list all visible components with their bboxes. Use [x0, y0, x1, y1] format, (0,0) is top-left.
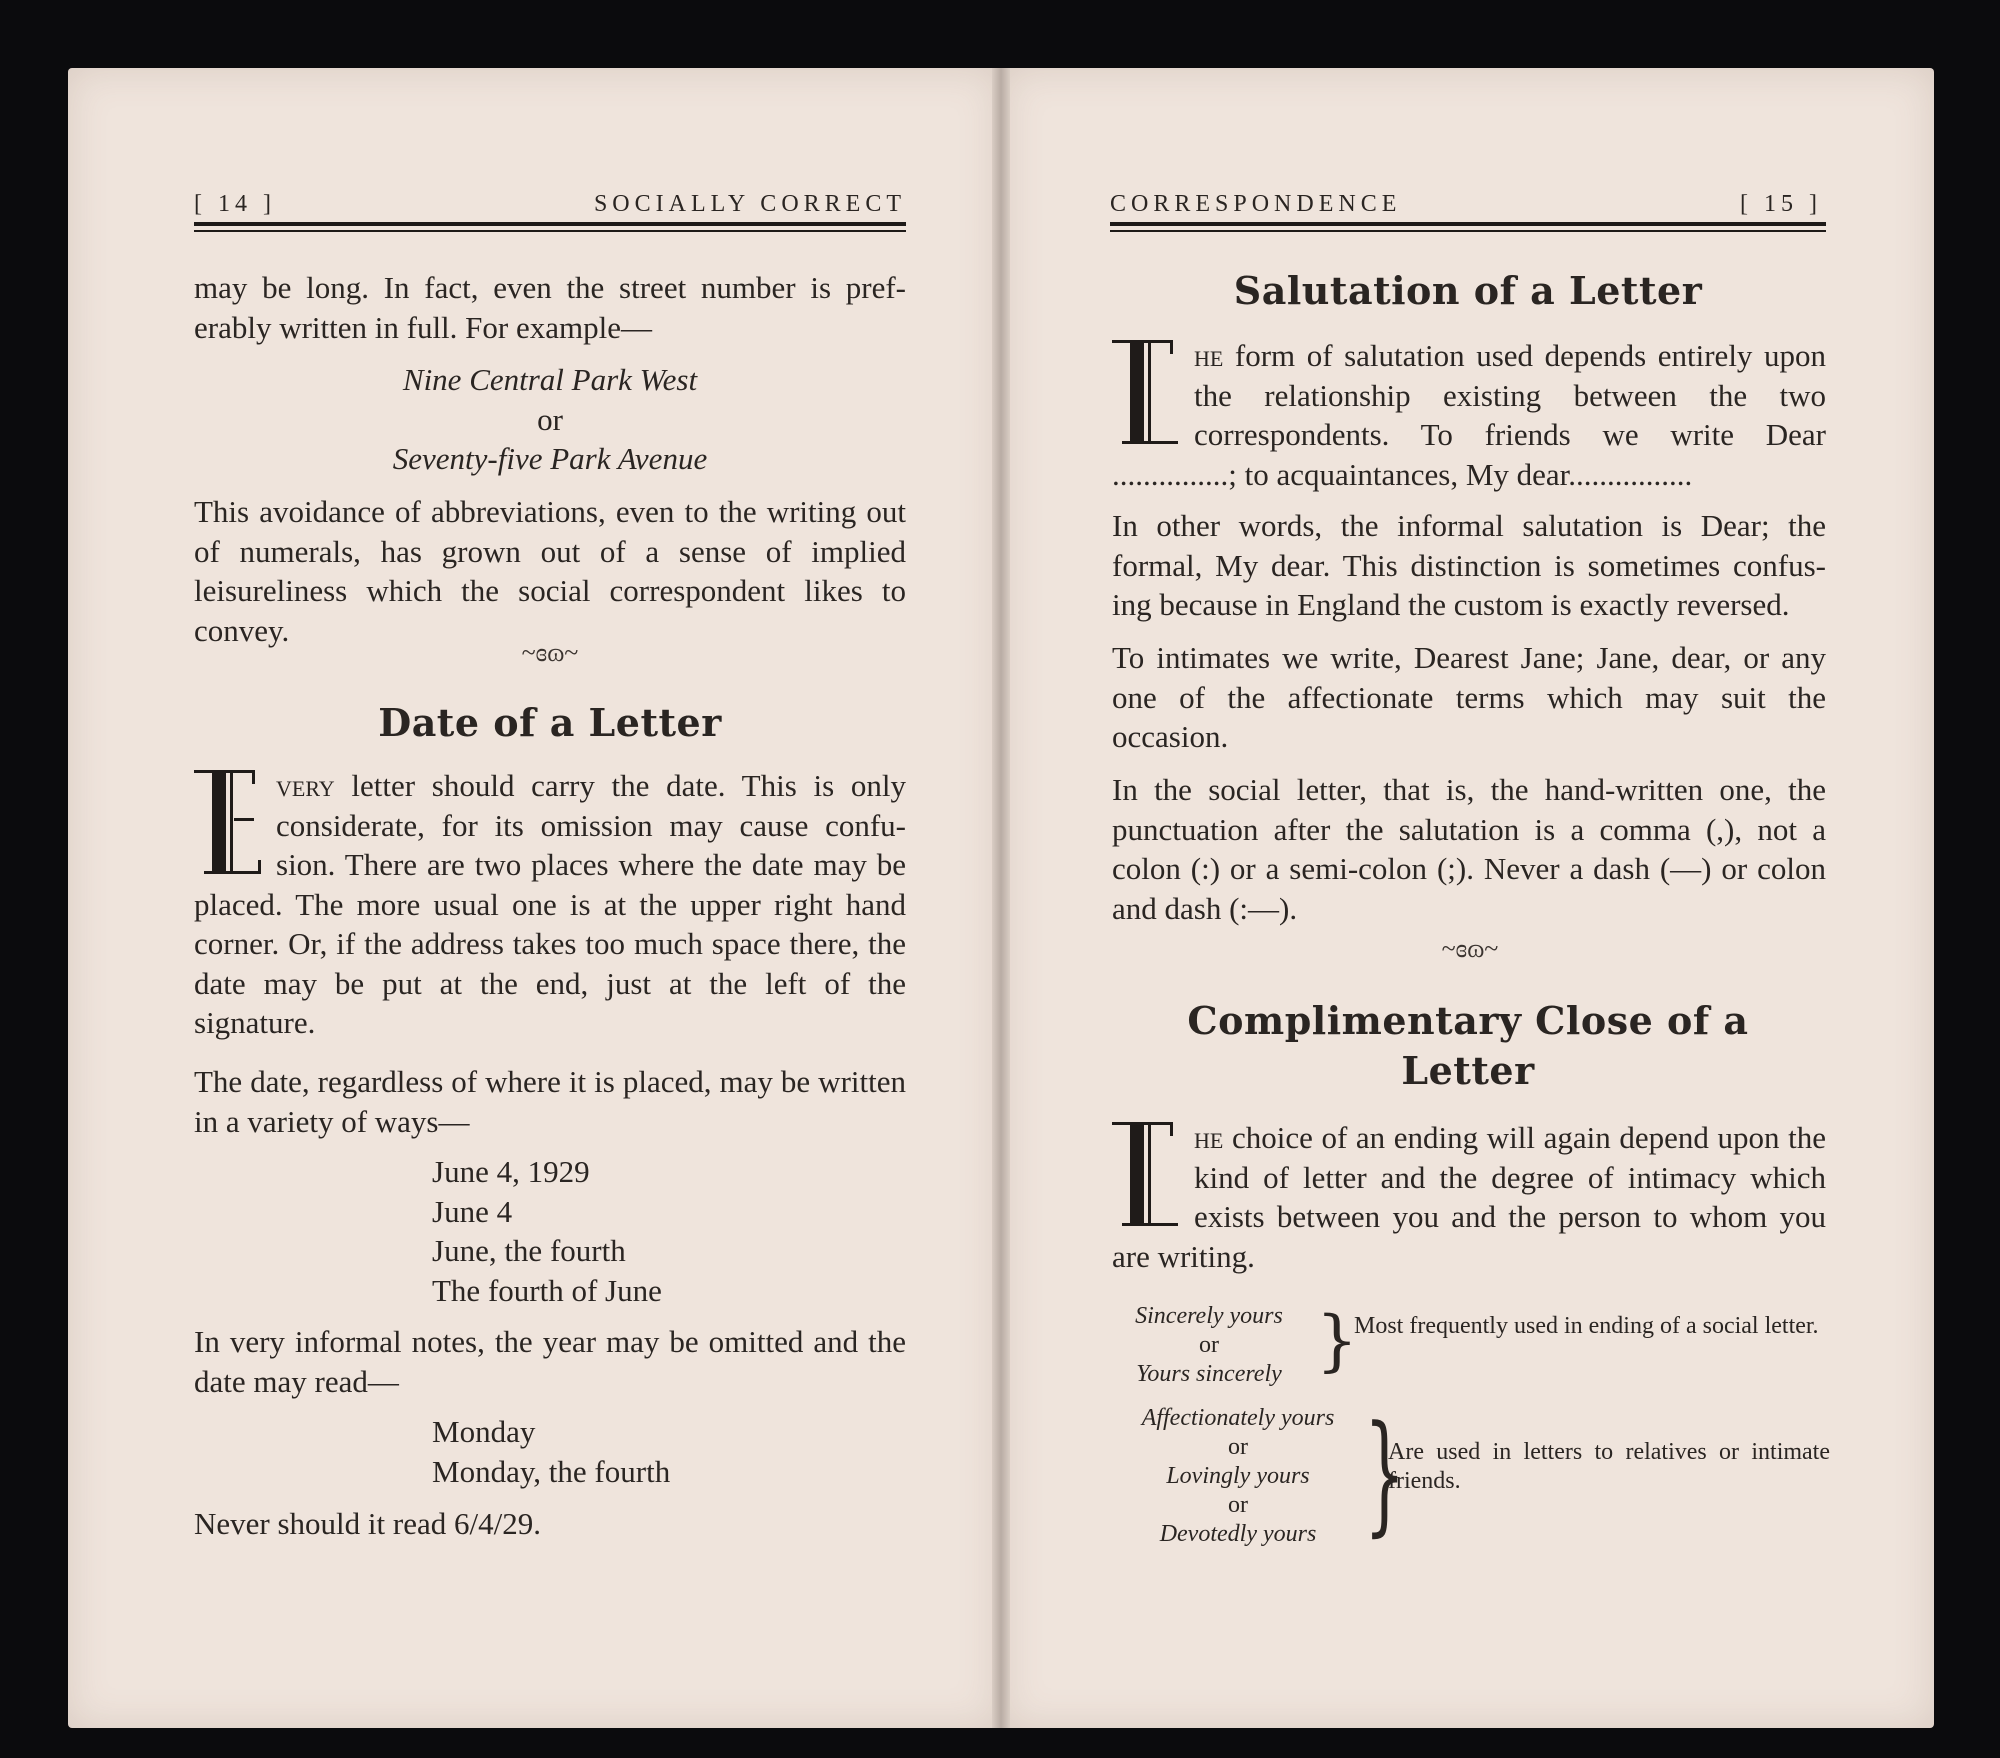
right-running-title: CORRESPONDENCE	[1110, 191, 1402, 217]
right-page-number: [ 15 ]	[1740, 191, 1822, 217]
informal-example: Monday	[432, 1414, 536, 1449]
informal-example: Monday, the fourth	[432, 1453, 671, 1489]
left-head-rule-thin	[194, 230, 906, 232]
closing-terms-2	[1116, 1404, 1360, 1549]
informal-paragraph: In very informal notes, the year may be omitted and the date may read—	[194, 1324, 906, 1399]
close-heading-line-2: Letter	[1401, 1048, 1535, 1093]
book-gutter	[992, 68, 1010, 1728]
closing-terms-1	[1116, 1302, 1302, 1389]
left-running-title: SOCIALLY CORRECT	[593, 191, 906, 217]
address-examples	[194, 360, 906, 479]
close-section	[1112, 1118, 1826, 1276]
closing-desc-1: Most frequently used in ending of a social letter.	[1354, 1313, 1819, 1339]
close-heading-line-1: Complimentary Close of a	[1187, 998, 1749, 1043]
dropcap-t	[1112, 340, 1184, 450]
salutation-paragraph-1-text: form of salutation used depends entirely upon the relationship existing between the two correspondents. To friends we write Dear ...............; to acquaintances, My dear................	[1112, 338, 1826, 492]
closing-term: Yours sincerely	[1136, 1361, 1282, 1387]
date-example: June, the fourth	[432, 1233, 626, 1268]
brace-2: }	[1364, 1397, 1406, 1549]
date-heading: Date of a Letter	[378, 700, 722, 745]
left-running-head	[194, 178, 906, 218]
closing-term: or	[1199, 1332, 1219, 1358]
salutation-lead-word: he	[1194, 338, 1224, 373]
date-examples-list	[432, 1152, 832, 1310]
informal-section	[194, 1322, 906, 1401]
closing-term: or	[1228, 1434, 1248, 1460]
date-lead-word: very	[276, 768, 335, 803]
address-example-2: Seventy-five Park Avenue	[392, 441, 708, 476]
left-head-rule-thick	[194, 222, 906, 226]
right-running-head	[1110, 178, 1822, 218]
date-paragraph-2: The date, regardless of where it is placed, may be written in a variety of ways—	[194, 1064, 906, 1139]
address-or: or	[537, 401, 563, 437]
closing-term: Sincerely yours	[1135, 1303, 1283, 1329]
date-paragraph-1-text: letter should carry the date. This is only considerate, for its omission may cause confu-sion. There are two places where the date may be placed. The more usual one is at the upper right hand corner. Or, if the address takes too much space there, the date may be put at the end, just at the left of the signature.	[194, 768, 906, 1040]
avoidance-block	[194, 492, 906, 650]
salutation-section-2	[1112, 506, 1826, 625]
left-intro	[194, 268, 906, 347]
date-section	[194, 766, 906, 1043]
right-head-rule-thin	[1110, 230, 1826, 232]
salutation-section-4	[1112, 770, 1826, 928]
close-paragraph	[1112, 1118, 1826, 1276]
salutation-paragraph-3: To intimates we write, Dearest Jane; Jane, dear, or any one of the affectionate terms which may suit the occasion.	[1112, 640, 1826, 754]
left-page-number: [ 14 ]	[194, 191, 276, 217]
avoidance-paragraph: This avoidance of abbreviations, even to the writing out of numerals, has grown out of a sense of implied leisureliness which the social correspondent likes to convey.	[194, 494, 906, 648]
closing-term: Lovingly yours	[1166, 1463, 1310, 1489]
date-paragraph-1	[194, 766, 906, 1043]
date-example: June 4	[432, 1193, 513, 1229]
closing-term: Affectionately yours	[1141, 1405, 1335, 1431]
dropcap-t-2	[1112, 1122, 1184, 1232]
salutation-heading: Salutation of a Letter	[1233, 268, 1703, 313]
closing-term: or	[1228, 1492, 1248, 1518]
close-paragraph-text: choice of an ending will again depend upon the kind of letter and the degree of intimacy which exists between you and the person to whom you are writing.	[1112, 1120, 1826, 1274]
closing-group-2	[1116, 1397, 1830, 1554]
close-lead-word: he	[1194, 1120, 1224, 1155]
intro-paragraph: may be long. In fact, even the street number is pref-erably written in full. For example—	[194, 270, 906, 345]
closing-group-1	[1116, 1302, 1830, 1392]
salutation-section	[1112, 336, 1826, 494]
closing-term: Devotedly yours	[1159, 1521, 1317, 1547]
salutation-paragraph-1	[1112, 336, 1826, 494]
date-example: The fourth of June	[432, 1272, 662, 1308]
brace-1: }	[1316, 1302, 1358, 1379]
date-section-2	[194, 1062, 906, 1141]
date-example: June 4, 1929	[432, 1154, 590, 1189]
right-head-rule-thick	[1110, 222, 1826, 226]
salutation-paragraph-2: In other words, the informal salutation is Dear; the formal, My dear. This distinction is sometimes confus-ing because in England the custom is exactly reversed.	[1112, 508, 1826, 622]
never-block	[194, 1504, 906, 1544]
never-line: Never should it read 6/4/29.	[194, 1506, 541, 1541]
informal-examples-list	[432, 1412, 832, 1491]
closing-desc-2: Are used in letters to relatives or intimate friends.	[1388, 1439, 1830, 1494]
dropcap-e	[194, 770, 266, 880]
salutation-paragraph-4: In the social letter, that is, the hand-written one, the punctuation after the salutation is a comma (,), not a colon (:) or a semi-colon (;). Never a dash (—) or colon and dash (:—).	[1112, 772, 1826, 926]
left-ornament: ~ɞɷ~	[521, 638, 579, 667]
address-example-1: Nine Central Park West	[402, 362, 698, 397]
salutation-section-3	[1112, 638, 1826, 757]
right-ornament: ~ɞɷ~	[1441, 934, 1499, 963]
